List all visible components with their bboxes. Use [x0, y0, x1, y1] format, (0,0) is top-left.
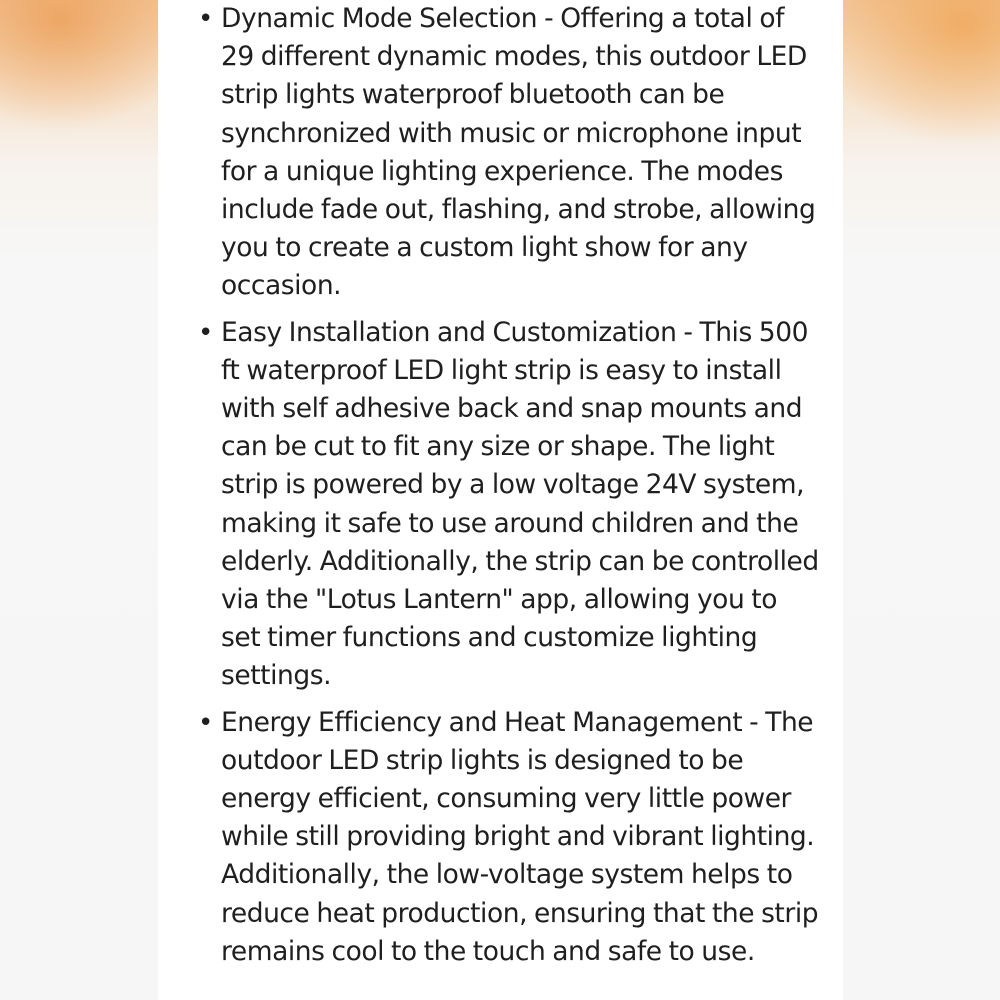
background-right-blur: [843, 0, 1000, 1000]
feature-bullet-list: [198, 0, 823, 979]
feature-text: Energy Efficiency and Heat Management - The outdoor LED strip lights is designed to be energy efficient, consuming very little power while still providing bright and vibrant lighting. Additionally, the low-voltage system helps to reduce heat production, ensuring that the strip remains cool to the touch and safe to use.: [221, 706, 819, 967]
list-item: [198, 0, 823, 306]
bullet-icon: •: [198, 317, 213, 348]
product-description-panel: [158, 0, 843, 1000]
bullet-icon: •: [198, 707, 213, 738]
bullet-icon: •: [198, 4, 213, 34]
feature-text: Dynamic Mode Selection - Offering a total of 29 different dynamic modes, this outdoor LED strip lights waterproof bluetooth can be synchronized with music or microphone input for a unique lighting experience. The modes include fade out, flashing, and strobe, allowing you to create a custom light show for any occasion.: [221, 3, 816, 302]
background-left-blur: [0, 0, 158, 1000]
list-item: [198, 704, 823, 971]
feature-text: Easy Installation and Customization - This 500 ft waterproof LED light strip is easy to install with self adhesive back and snap mounts and can be cut to fit any size or shape. The light strip is powered by a low voltage 24V system, making it safe to use around children and the elderly. Additionally, the strip can be controlled via the "Lotus Lantern" app, allowing you to set timer functions and customize lighting settings.: [221, 316, 819, 692]
list-item: [198, 314, 823, 696]
